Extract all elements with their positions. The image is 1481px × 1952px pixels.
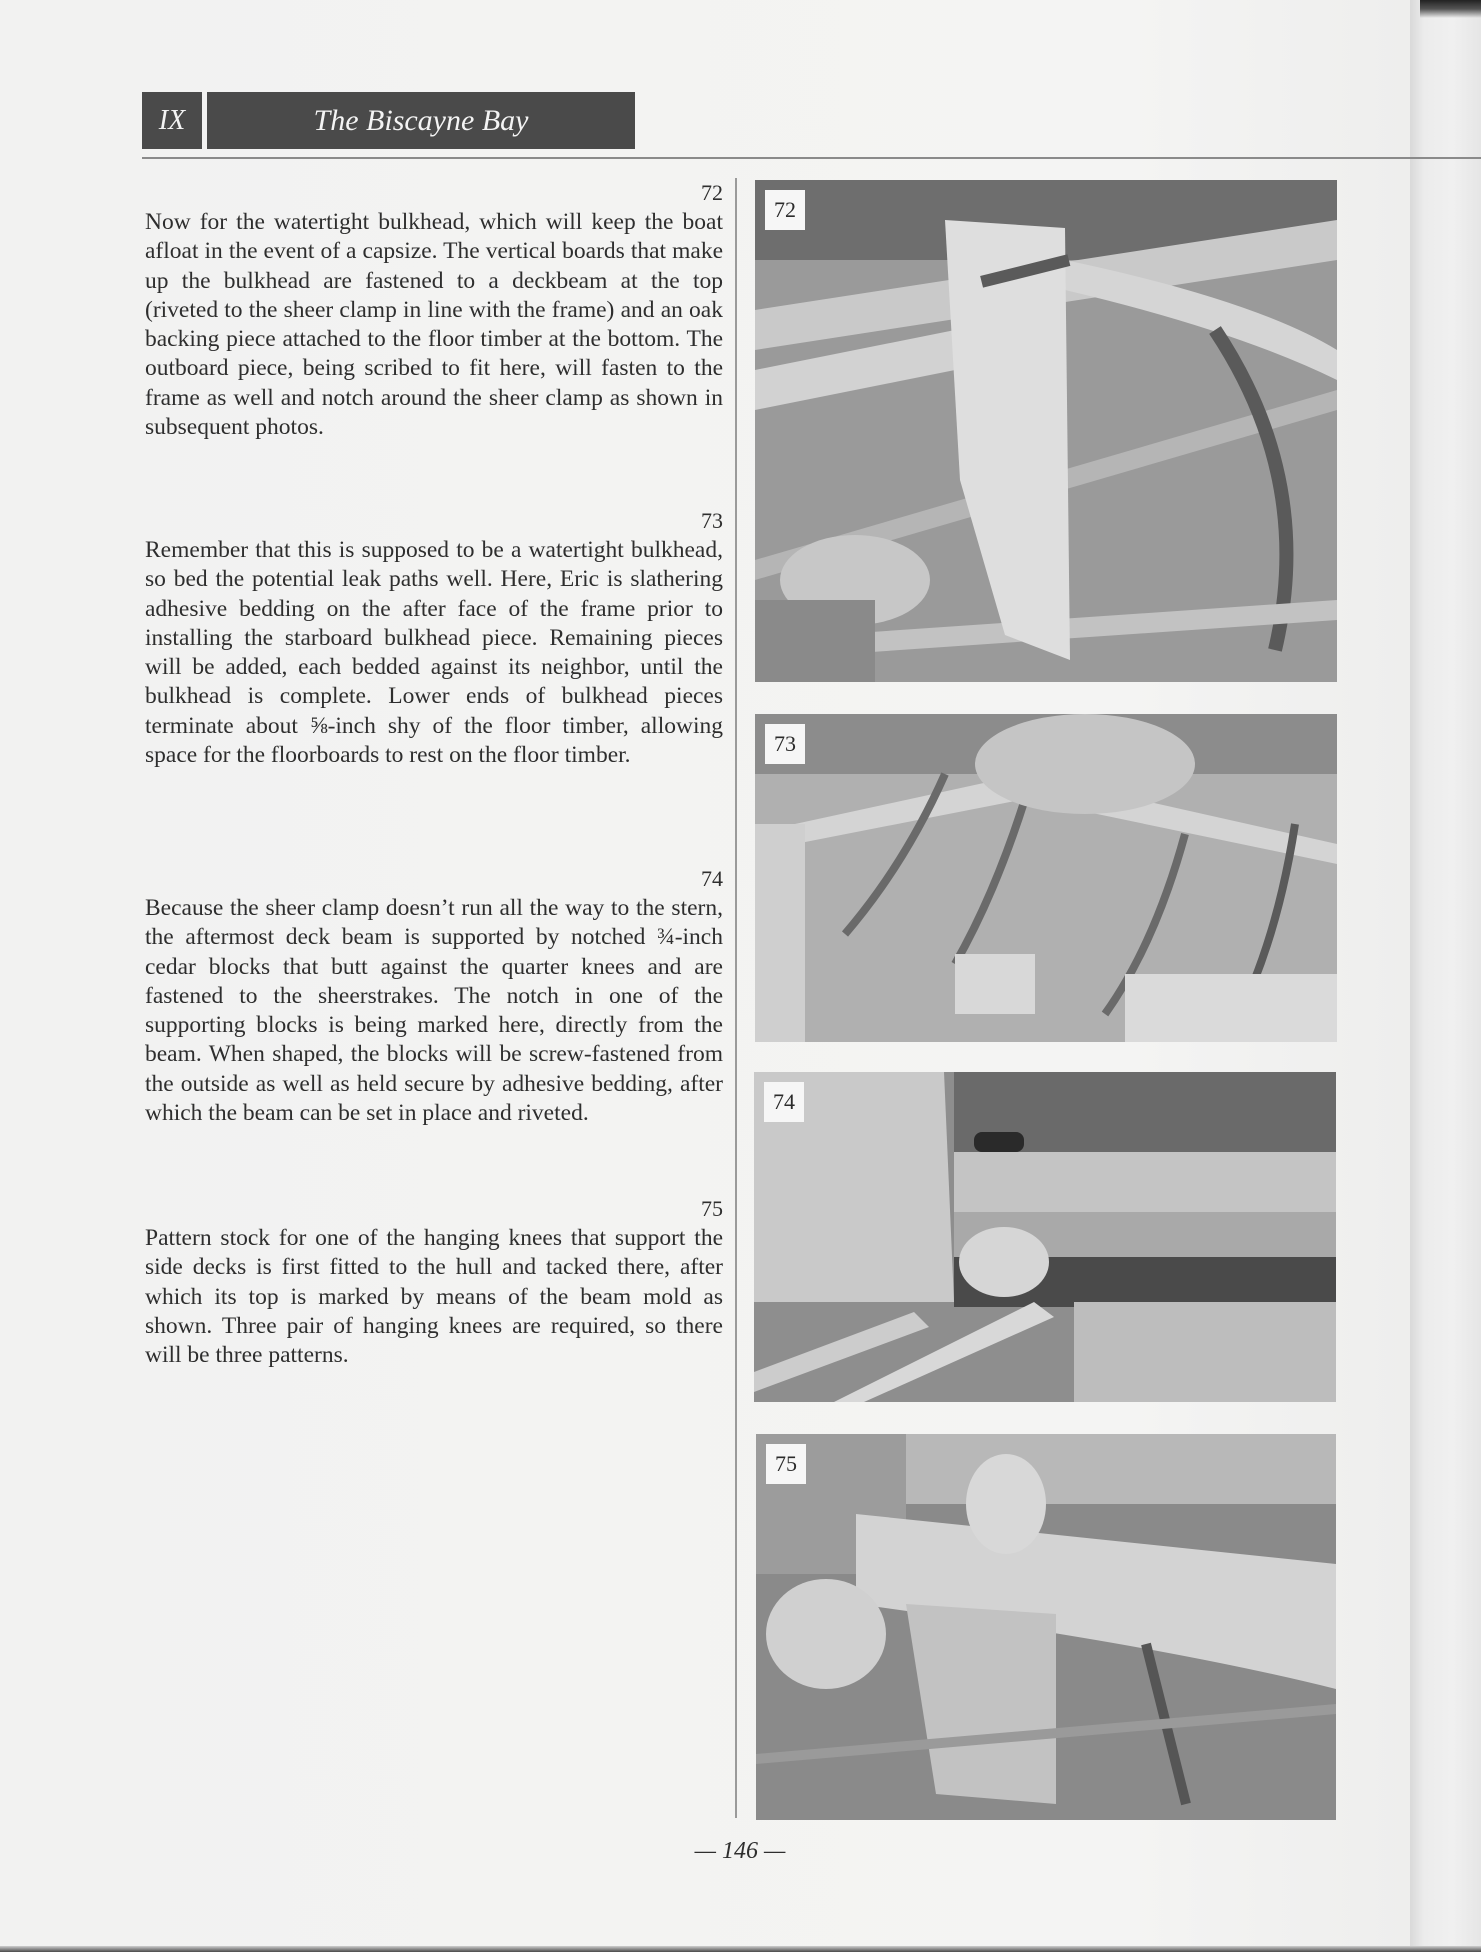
photo-73-image bbox=[755, 714, 1337, 1042]
section-text: Because the sheer clamp doesn’t run all the way to the stern, the aftermost deck beam is supported by notched ¾-inch cedar blocks that butt against the quarter knees and are fastened to the sheerstrakes. The notch in one of the supporting blocks is being marked here, directly from the beam. When shaped, the blocks will be screw-fastened from the outside as well as held secure by adhesive bedding, after which the beam can be set in place and riveted. bbox=[145, 895, 723, 1127]
section-text: Remember that this is supposed to be a watertight bulkhead, so bed the potential leak paths well. Here, Eric is slathering adhesive bedding on the after face of the frame prior to installing the starboard bulkhead piece. Remaining pieces will be added, each bedded against its neighbor, until the bulkhead is complete. Lower ends of bulkhead pieces terminate about ⅝-inch shy of the floor timber, allowing space for the floorboards to rest on the floor timber. bbox=[145, 537, 723, 769]
section-74 bbox=[145, 866, 723, 1128]
section-75 bbox=[145, 1196, 723, 1370]
header-rule bbox=[142, 157, 1481, 159]
photo-label: 72 bbox=[765, 190, 805, 230]
section-text: Now for the watertight bulkhead, which will keep the boat afloat in the event of a capsize. The vertical boards that make up the bulkhead are fastened to a deckbeam at the top (riveted to the sheer clamp in line with the frame) and an oak backing piece attached to the floor timber at the bottom. The outboard piece, being scribed to fit here, will fasten to the frame as well and notch around the sheer clamp as shown in subsequent photos. bbox=[145, 209, 723, 441]
chapter-number: IX bbox=[142, 92, 202, 149]
section-text: Pattern stock for one of the hanging knees that support the side decks is first fitted to the hull and tacked there, after which its top is marked by means of the beam mold as shown. Three pair of hanging knees are required, so there will be three patterns. bbox=[145, 1225, 723, 1369]
photo-72 bbox=[755, 180, 1337, 682]
column-divider bbox=[735, 178, 737, 1818]
section-number: 72 bbox=[701, 180, 723, 205]
section-72 bbox=[145, 180, 723, 442]
photo-label: 75 bbox=[766, 1444, 806, 1484]
gutter-shadow bbox=[1420, 0, 1481, 18]
photo-label: 73 bbox=[765, 724, 805, 764]
section-number: 74 bbox=[701, 866, 723, 891]
page-number: — 146 — bbox=[694, 1838, 786, 1864]
section-number: 73 bbox=[701, 508, 723, 533]
book-gutter bbox=[1410, 0, 1481, 1952]
section-number: 75 bbox=[701, 1196, 723, 1221]
photo-75-image bbox=[756, 1434, 1336, 1820]
page-bottom-edge bbox=[0, 1946, 1481, 1952]
chapter-title: The Biscayne Bay bbox=[207, 92, 635, 149]
photo-72-image bbox=[755, 180, 1337, 682]
photo-74 bbox=[754, 1072, 1336, 1402]
photo-74-image bbox=[754, 1072, 1336, 1402]
section-73 bbox=[145, 508, 723, 770]
photo-label: 74 bbox=[764, 1082, 804, 1122]
photo-73 bbox=[755, 714, 1337, 1042]
photo-75 bbox=[756, 1434, 1336, 1820]
